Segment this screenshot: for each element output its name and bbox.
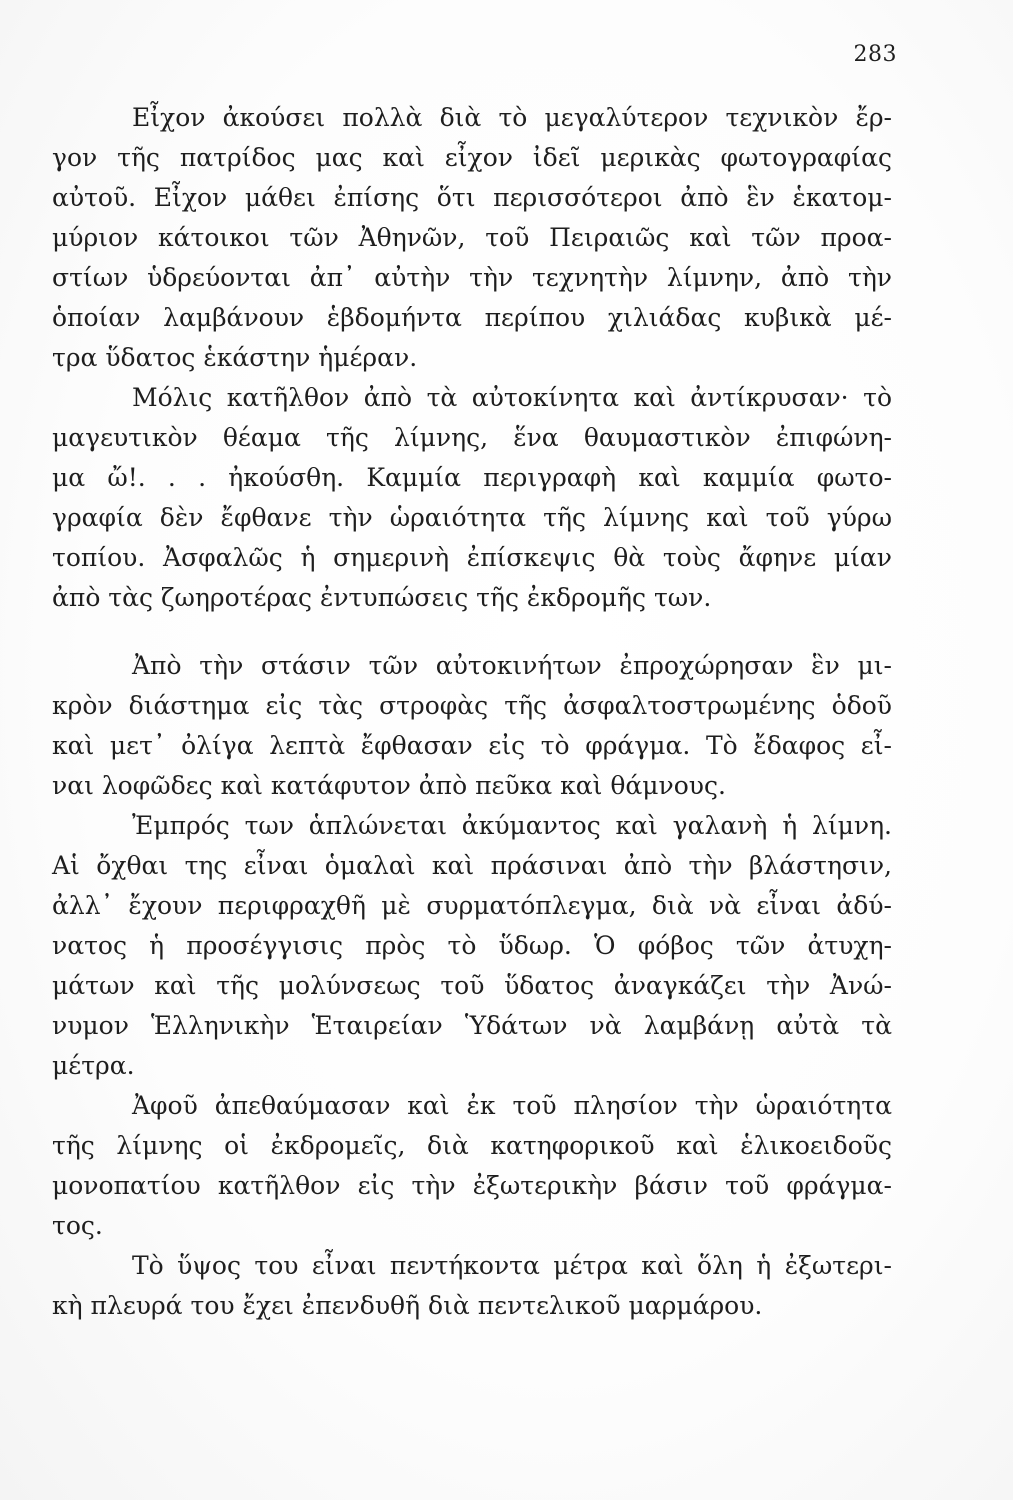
text-line: τρα ὕδατος ἑκάστην ἡμέραν. (52, 343, 418, 372)
text-line: Αἱ ὄχθαι της εἶναι ὁμαλαὶ καὶ πράσιναι ἀπὸ τὴν βλάστησιν, (52, 851, 892, 880)
paragraph-2 (52, 378, 892, 618)
text-line: ἀλλ᾽ ἔχουν περιφραχθῆ μὲ συρματόπλεγμα, διὰ νὰ εἶναι ἀδύ- (52, 891, 892, 920)
text-line: κρὸν διάστημα εἰς τὰς στροφὰς τῆς ἀσφαλτοστρωμένης ὁδοῦ (52, 691, 892, 720)
text-line: νατος ἡ προσέγγισις πρὸς τὸ ὕδωρ. Ὁ φόβος τῶν ἀτυχη- (52, 931, 892, 960)
paragraph-1 (52, 98, 892, 378)
text-line: μάτων καὶ τῆς μολύνσεως τοῦ ὕδατος ἀναγκάζει τὴν Ἀνώ- (52, 971, 892, 1000)
paragraph-4 (52, 806, 892, 1086)
text-line: μονοπατίου κατῆλθον εἰς τὴν ἐξωτερικὴν βάσιν τοῦ φράγμα- (52, 1171, 892, 1200)
paragraph-3 (52, 646, 892, 806)
paragraph-5 (52, 1086, 892, 1246)
text-line: τοπίου. Ἀσφαλῶς ἡ σημερινὴ ἐπίσκεψις θὰ τοὺς ἄφηνε μίαν (52, 543, 892, 572)
text-line: μαγευτικὸν θέαμα τῆς λίμνης, ἕνα θαυμαστικὸν ἐπιφώνη- (52, 423, 892, 452)
text-line: Μόλις κατῆλθον ἀπὸ τὰ αὐτοκίνητα καὶ ἀντίκρυσαν· τὸ (132, 383, 892, 412)
text-line: ἀπὸ τὰς ζωηροτέρας ἐντυπώσεις τῆς ἐκδρομῆς των. (52, 583, 712, 612)
text-line: τος. (52, 1211, 103, 1240)
text-line: Τὸ ὕψος του εἶναι πεντήκοντα μέτρα καὶ ὅλη ἡ ἐξωτερι- (132, 1251, 892, 1280)
body-text (52, 98, 892, 1326)
text-line: Ἐμπρός των ἁπλώνεται ἀκύμαντος καὶ γαλανὴ ἡ λίμνη. (132, 811, 892, 840)
text-line: στίων ὑδρεύονται ἀπ᾽ αὐτὴν τὴν τεχνητὴν λίμνην, ἀπὸ τὴν (52, 263, 892, 292)
text-line: μα ὤ!. . . ἠκούσθη. Καμμία περιγραφὴ καὶ καμμία φωτο- (52, 463, 892, 492)
text-line: μύριον κάτοικοι τῶν Ἀθηνῶν, τοῦ Πειραιῶς καὶ τῶν προα- (52, 223, 892, 252)
text-line: Ἀφοῦ ἀπεθαύμασαν καὶ ἐκ τοῦ πλησίον τὴν ὡραιότητα (132, 1091, 892, 1120)
text-line: νυμον Ἑλληνικὴν Ἑταιρείαν Ὑδάτων νὰ λαμβάνῃ αὐτὰ τὰ (52, 1011, 892, 1040)
paragraph-spacer (52, 618, 892, 646)
paragraph-6 (52, 1246, 892, 1326)
page-number: 283 (853, 42, 897, 67)
text-line: Εἶχον ἀκούσει πολλὰ διὰ τὸ μεγαλύτερον τεχνικὸν ἔρ- (132, 103, 892, 132)
text-line: αὐτοῦ. Εἶχον μάθει ἐπίσης ὅτι περισσότεροι ἀπὸ ἓν ἑκατομ- (52, 183, 892, 212)
text-line: ναι λοφῶδες καὶ κατάφυτον ἀπὸ πεῦκα καὶ θάμνους. (52, 771, 726, 800)
text-line: μέτρα. (52, 1051, 135, 1080)
text-line: καὶ μετ᾽ ὀλίγα λεπτὰ ἔφθασαν εἰς τὸ φράγμα. Τὸ ἔδαφος εἶ- (52, 731, 892, 760)
text-line: ὁποίαν λαμβάνουν ἑβδομήντα περίπου χιλιάδας κυβικὰ μέ- (52, 303, 892, 332)
text-line: γραφία δὲν ἔφθανε τὴν ὡραιότητα τῆς λίμνης καὶ τοῦ γύρω (52, 503, 892, 532)
text-line: τῆς λίμνης οἱ ἐκδρομεῖς, διὰ κατηφορικοῦ καὶ ἑλικοειδοῦς (52, 1131, 892, 1160)
text-line: Ἀπὸ τὴν στάσιν τῶν αὐτοκινήτων ἐπροχώρησαν ἓν μι- (132, 651, 892, 680)
text-line: κὴ πλευρά του ἔχει ἐπενδυθῆ διὰ πεντελικοῦ μαρμάρου. (52, 1291, 763, 1320)
text-line: γον τῆς πατρίδος μας καὶ εἶχον ἰδεῖ μερικὰς φωτογραφίας (52, 143, 892, 172)
